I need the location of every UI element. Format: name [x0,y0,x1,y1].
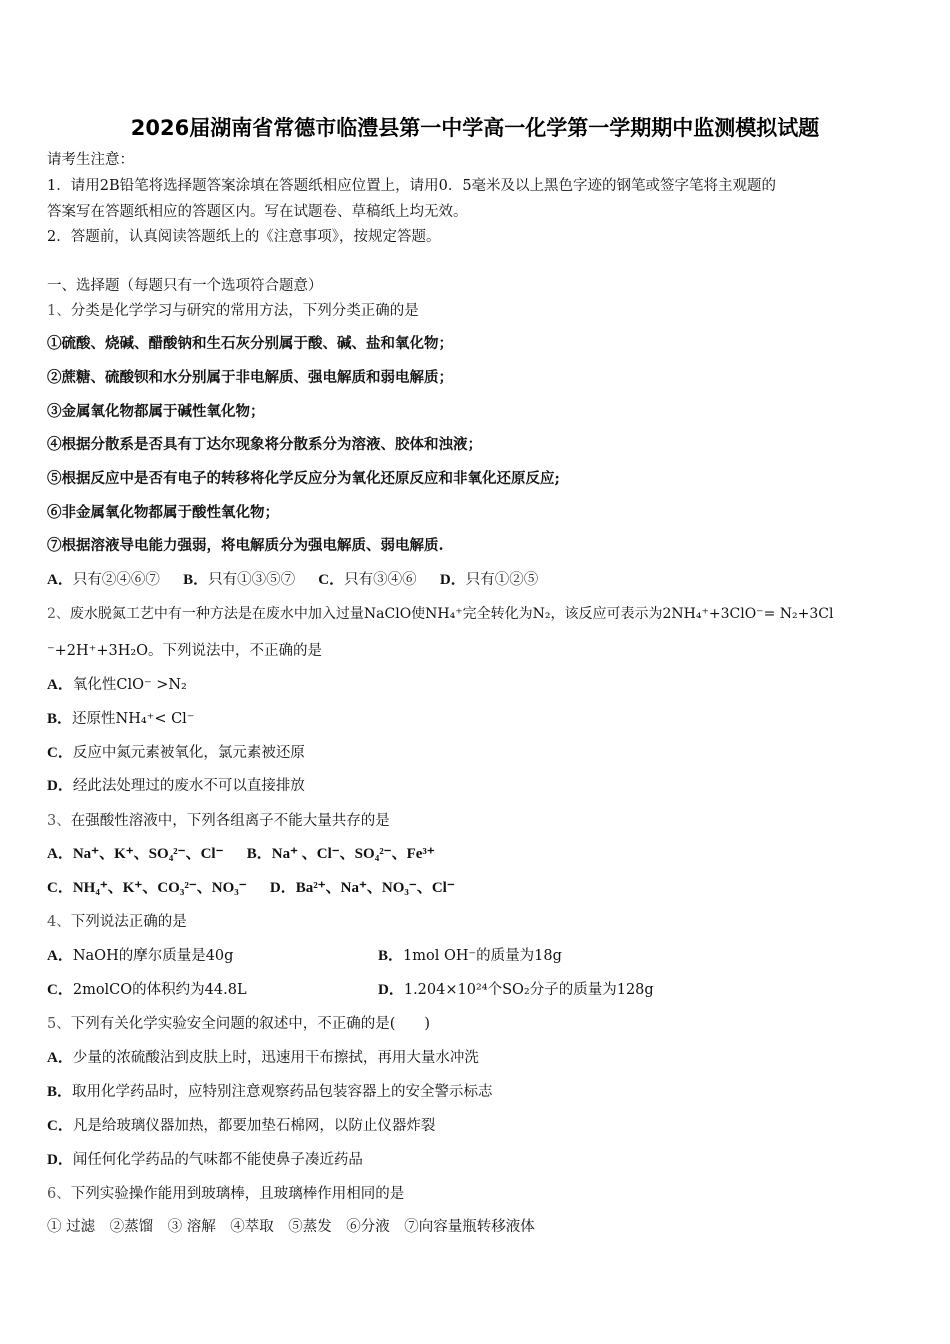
question-2-stem-cont: ⁻+2H⁺+3H₂O。下列说法中，不正确的是 [47,643,323,659]
question-2-option-d: D．经此法处理过的废水不可以直接排放 [47,778,305,794]
question-5-stem [47,1014,430,1034]
question-number: 4、 [47,914,71,930]
option-b: Na⁺ 、Cl⁻、SO₄²⁻、Fe³⁺ [271,846,435,862]
option-d: Ba²⁺、Na⁺、NO₃⁻、Cl⁻ [295,880,455,896]
notice-item-1-cont: 答案写在答题纸相应的答题区内。写在试题卷、草稿纸上均无效。 [47,204,468,220]
section-heading: 一、选择题（每题只有一个选项符合题意） [47,278,323,294]
question-text: 在强酸性溶液中，下列各组离子不能大量共存的是 [70,813,390,829]
statement-6: ⑥非金属氧化物都属于酸性氧化物； [47,504,279,521]
statement-4: ④根据分散系是否具有丁达尔现象将分散系分为溶液、胶体和浊液； [47,436,482,453]
question-text: 废水脱氮工艺中有一种方法是在废水中加入过量NaClO使NH₄⁺完全转化为N₂，该反应可表示为2NH₄⁺+3ClO⁻= N₂+3Cl [69,606,834,622]
question-4-option-d: D．1.204×10²⁴个SO₂分子的质量为128g [378,982,654,998]
option-c: 只有③④⑥ [344,572,417,588]
statement-1: ①硫酸、烧碱、醋酸钠和生石灰分别属于酸、碱、盐和氧化物； [47,335,453,352]
option-a: Na⁺、K⁺、SO₄²⁻、Cl⁻ [72,846,224,862]
question-text: 下列说法正确的是 [70,914,187,930]
question-5-option-c: C．凡是给玻璃仪器加热，都要加垫石棉网，以防止仪器炸裂 [47,1118,436,1134]
question-2-stem [47,604,833,624]
statement-2: ②蔗糖、硫酸钡和水分别属于非电解质、强电解质和弱电解质； [47,369,453,386]
question-number: 6、 [47,1186,71,1202]
option-b-label: B． [183,572,209,588]
question-4-stem [47,912,187,932]
question-2-option-a: A．氧化性ClO⁻ >N₂ [47,677,187,693]
question-5-option-a: A．少量的浓硫酸沾到皮肤上时，迅速用干布擦拭，再用大量水冲洗 [47,1050,479,1066]
page-title: 2026届湖南省常德市临澧县第一中学高一化学第一学期期中监测模拟试题 [130,116,820,140]
question-1-stem [47,301,419,321]
option-a-label: A． [47,572,73,588]
option-d-label: D． [439,572,466,588]
question-2-option-b: B．还原性NH₄⁺< Cl⁻ [47,711,195,727]
option-b: 只有①③⑤⑦ [208,572,296,588]
question-2-option-c: C．反应中氮元素被氧化，氯元素被还原 [47,745,305,761]
option-d: 只有①②⑤ [465,572,539,588]
question-number: 1、 [47,303,71,319]
notice-item-2: 2．答题前，认真阅读答题纸上的《注意事项》，按规定答题。 [47,229,441,245]
question-4-option-c: C．2molCO的体积约为44.8L [47,982,247,998]
question-number: 5、 [47,1016,71,1032]
question-5-option-d: D．闻任何化学药品的气味都不能使鼻子凑近药品 [47,1152,363,1168]
question-number: 3、 [47,813,71,829]
question-1-options [47,570,538,590]
notice-item-1: 1．请用2B铅笔将选择题答案涂填在答题纸相应位置上，请用0．5毫米及以上黑色字迹的钢笔或签字笔将主观题的 [47,178,777,194]
question-5-option-b: B．取用化学药品时，应特别注意观察药品包装容器上的安全警示标志 [47,1084,493,1100]
question-3-stem [47,811,390,831]
question-3-options-ab: A．Na⁺、K⁺、SO₄²⁻、Cl⁻ B．Na⁺ 、Cl⁻、SO₄²⁻、Fe³⁺ [47,846,435,862]
option-c-label: C． [318,572,345,588]
question-6-items: ① 过滤 ②蒸馏 ③ 溶解 ④萃取 ⑤蒸发 ⑥分液 ⑦向容量瓶转移液体 [47,1219,535,1235]
option-c: NH₄⁺、K⁺、CO₃²⁻、NO₃⁻ [72,880,247,896]
statement-7: ⑦根据溶液导电能力强弱，将电解质分为强电解质、弱电解质. [47,537,444,554]
question-text: 下列有关化学实验安全问题的叙述中，不正确的是( ) [70,1016,431,1032]
question-4-option-a: A．NaOH的摩尔质量是40g [47,948,234,964]
question-text: 分类是化学学习与研究的常用方法，下列分类正确的是 [70,303,419,319]
question-4-option-b: B．1mol OH⁻的质量为18g [378,948,562,964]
option-a: 只有②④⑥⑦ [72,572,160,588]
question-6-stem [47,1184,404,1204]
statement-3: ③金属氧化物都属于碱性氧化物； [47,403,265,420]
question-3-options-cd: C．NH₄⁺、K⁺、CO₃²⁻、NO₃⁻ D．Ba²⁺、Na⁺、NO₃⁻、Cl⁻ [47,880,455,896]
question-number: 2、 [47,606,70,622]
question-text: 下列实验操作能用到玻璃棒，且玻璃棒作用相同的是 [70,1186,405,1202]
notice-heading: 请考生注意： [47,152,134,168]
statement-5: ⑤根据反应中是否有电子的转移将化学反应分为氧化还原反应和非氧化还原反应; [47,470,560,487]
